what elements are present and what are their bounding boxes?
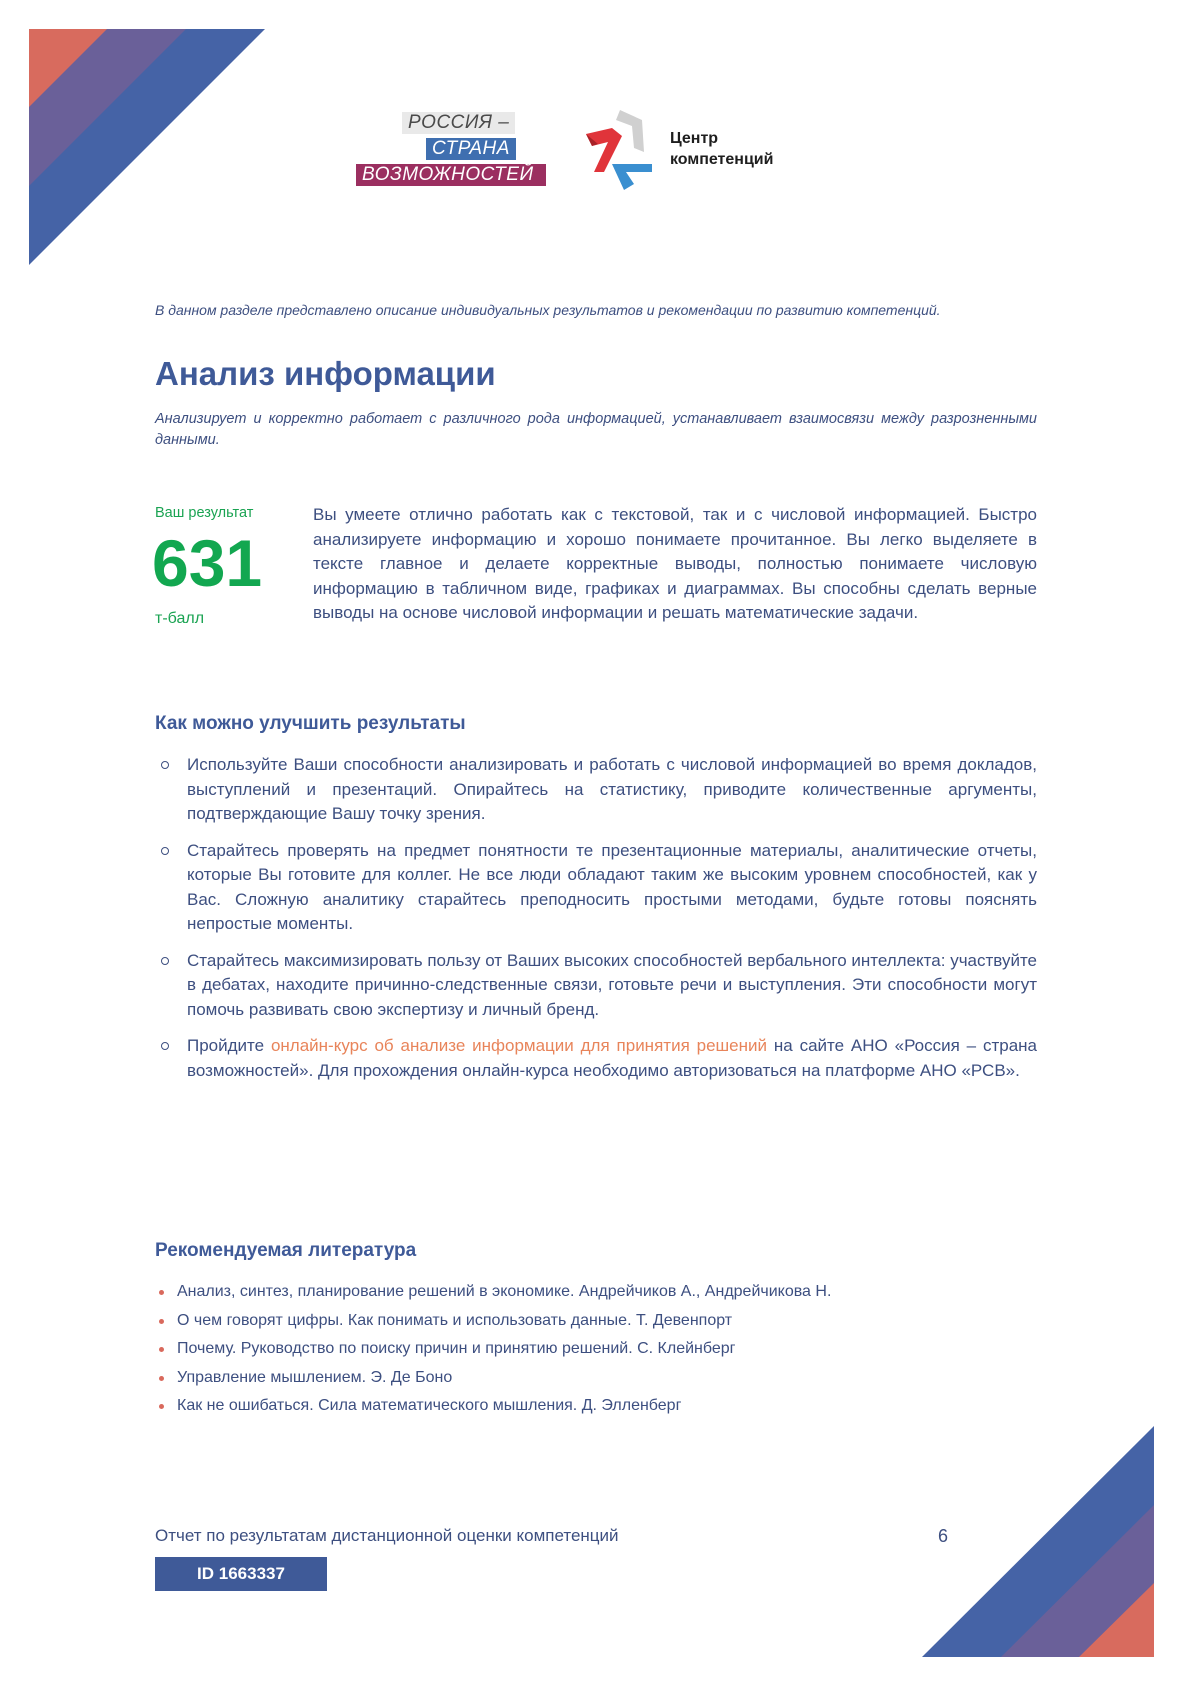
circle-bullet-icon (161, 761, 169, 769)
improve-item (155, 949, 1037, 1023)
corner-stripes-bottom-right (922, 1426, 1154, 1657)
literature-item (155, 1278, 1037, 1307)
improve-item-text-after: на сайте АНО «Россия – страна возможностей». Для прохождения онлайн-курса необходимо авторизоваться на платформе АНО «РСВ». (187, 1036, 1038, 1080)
intro-text: В данном разделе представлено описание индивидуальных результатов и рекомендации по развитию компетенций. (155, 302, 941, 318)
rsv-logo (356, 110, 556, 190)
circle-bullet-icon (161, 1042, 169, 1050)
improve-item-text: Используйте Ваши способности анализировать и работать с числовой информацией во время докладов, выступлений и презентаций. Опирайтесь на статистику, приводите количественные аргументы, подтверждающие Вашу точку зрения. (187, 755, 1037, 823)
literature-item-text: Почему. Руководство по поиску причин и принятию решений. С. Клейнберг (177, 1340, 736, 1357)
bullet-dot-icon (159, 1290, 164, 1295)
literature-item-text: О чем говорят цифры. Как понимать и использовать данные. Т. Девенпорт (177, 1311, 733, 1329)
score-value: 631 (152, 526, 263, 600)
bullet-dot-icon (159, 1347, 164, 1352)
bullet-dot-icon (159, 1319, 164, 1324)
rsv-logo-line-2: СТРАНА (426, 138, 516, 160)
literature-item (155, 1307, 1037, 1336)
rsv-logo-line-3: ВОЗМОЖНОСТЕЙ (356, 164, 546, 186)
competency-center-emblem-icon (582, 110, 658, 190)
bullet-dot-icon (159, 1404, 164, 1409)
literature-item (155, 1392, 1037, 1421)
corner-stripes-top-left (29, 29, 265, 265)
bullet-dot-icon (159, 1376, 164, 1381)
competency-center-line-2: компетенций (670, 151, 774, 168)
section-title: Анализ информации (155, 355, 496, 392)
improve-item (155, 753, 1037, 827)
competency-center-text (670, 128, 773, 170)
literature-item-text: Как не ошибаться. Сила математического мышления. Д. Элленберг (177, 1397, 682, 1414)
online-course-link[interactable]: онлайн-курс об анализе информации для принятия решений (270, 1036, 768, 1055)
literature-item-text: Анализ, синтез, планирование решений в экономике. Андрейчиков А., Андрейчикова Н. (177, 1283, 832, 1300)
competency-center-logo (582, 110, 842, 190)
id-badge: ID 1663337 (155, 1557, 327, 1591)
improve-item (155, 839, 1037, 937)
literature-list (155, 1278, 1037, 1421)
literature-item-text: Управление мышлением. Э. Де Боно (177, 1368, 453, 1386)
improve-list (155, 753, 1037, 1095)
circle-bullet-icon (161, 957, 169, 965)
footer-report-title: Отчет по результатам дистанционной оценки компетенций (155, 1526, 619, 1545)
improve-item-text: Старайтесь максимизировать пользу от Ваших высоких способностей вербального интеллекта: участвуйте в дебатах, находите причинно-следственные связи, готовьте речи и выступления. Эти способности могут помочь развивать свою экспертизу и личный бренд. (187, 950, 1037, 1019)
literature-item (155, 1335, 1037, 1364)
competency-center-line-1: Центр (670, 130, 719, 147)
improve-item-text-before: Пройдите (187, 1036, 271, 1055)
literature-heading: Рекомендуемая литература (155, 1240, 417, 1261)
rsv-logo-line-1: РОССИЯ – (402, 112, 515, 134)
score-unit: т-балл (155, 610, 205, 627)
score-description: Вы умеете отлично работать как с текстовой, так и с числовой информацией. Быстро анализируете информацию и хорошо понимаете прочитанное. Вы легко выделяете в тексте главное и делаете корректные выводы, полностью понимаете числовую информацию в табличном виде, графиках и диаграммах. Вы способны сделать верные выводы на основе числовой информации и решать математические задачи. (313, 505, 1037, 622)
improve-item-text: Старайтесь проверять на предмет понятности те презентационные материалы, аналитические отчеты, которые Вы готовите для коллег. Не все люди обладают таким же высоким уровнем способностей, как у Вас. Сложную аналитику старайтесь преподносить простыми методами, будьте готовы пояснять непростые моменты. (187, 840, 1037, 933)
circle-bullet-icon (161, 847, 169, 855)
score-label: Ваш результат (155, 505, 254, 521)
section-subtitle: Анализирует и корректно работает с различного рода информацией, устанавливает взаимосвязи между разрозненными данными. (155, 411, 1037, 448)
page-number: 6 (938, 1526, 949, 1546)
literature-item (155, 1364, 1037, 1393)
improve-heading: Как можно улучшить результаты (155, 713, 466, 734)
improve-item (155, 1034, 1037, 1083)
